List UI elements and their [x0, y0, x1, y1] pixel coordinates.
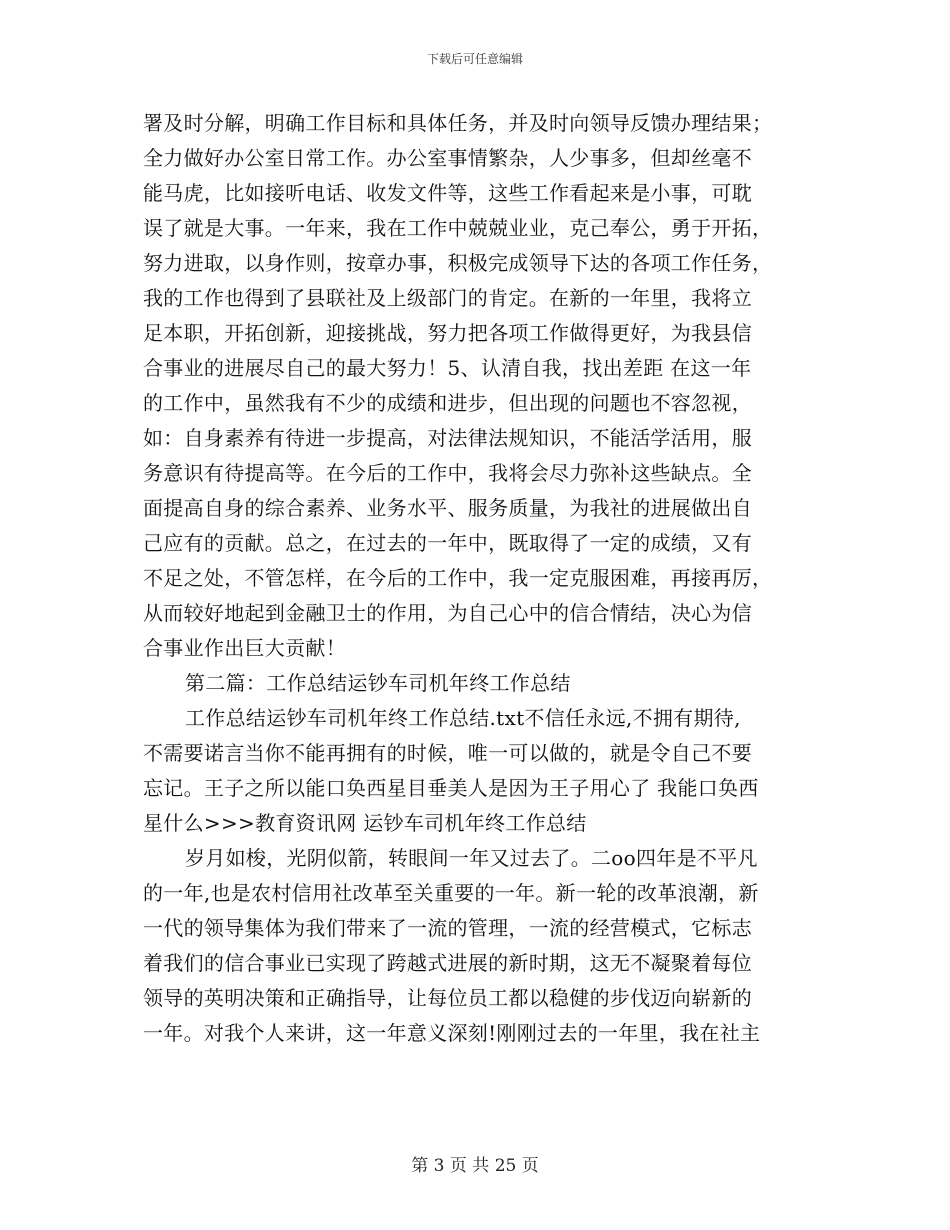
text-line: 能马虎，比如接听电话、收发文件等，这些工作看起来是小事，可耽	[143, 181, 752, 205]
text-line: 岁月如梭，光阴似箭，转眼间一年又过去了。二oo四年是不平凡	[185, 846, 758, 870]
text-line: 第二篇：工作总结运钞车司机年终工作总结	[185, 671, 571, 695]
text-line: 务意识有待提高等。在今后的工作中，我将会尽力弥补这些缺点。全	[143, 461, 752, 485]
text-line: 工作总结运钞车司机年终工作总结.txt不信任永远,不拥有期待,	[185, 706, 741, 730]
text-line: 一代的领导集体为我们带来了一流的管理，一流的经营模式，它标志	[143, 916, 752, 940]
text-line: 的一年,也是农村信用社改革至关重要的一年。新一轮的改革浪潮，新	[143, 881, 759, 905]
text-line: 星什么>>>教育资讯网 运钞车司机年终工作总结	[143, 811, 587, 835]
page-footer: 第 3 页 共 25 页	[411, 1156, 539, 1176]
text-line: 一年。对我个人来讲，这一年意义深刻!刚刚过去的一年里，我在社主	[143, 1021, 761, 1045]
text-line: 不足之处，不管怎样，在今后的工作中，我一定克服困难，再接再厉，	[143, 566, 773, 590]
document-body	[143, 106, 808, 1051]
text-line: 面提高自身的综合素养、业务水平、服务质量，为我社的进展做出自	[143, 496, 752, 520]
page-header: 下载后可任意编辑	[426, 52, 523, 66]
text-line: 不需要诺言当你不能再拥有的时候，唯一可以做的，就是令自己不要	[143, 741, 752, 765]
text-line: 足本职，开拓创新，迎接挑战，努力把各项工作做得更好，为我县信	[143, 321, 752, 345]
text-line: 全力做好办公室日常工作。办公室事情繁杂，人少事多，但却丝毫不	[143, 146, 752, 170]
text-line: 署及时分解，明确工作目标和具体任务，并及时向领导反馈办理结果；	[143, 111, 773, 135]
text-line: 从而较好地起到金融卫士的作用，为自己心中的信合情结，决心为信	[143, 601, 752, 625]
text-line: 合事业的进展尽自己的最大努力！5、认清自我，找出差距 在这一年	[143, 356, 752, 380]
text-line: 的工作中，虽然我有不少的成绩和进步，但出现的问题也不容忽视，	[143, 391, 752, 415]
text-line: 我的工作也得到了县联社及上级部门的肯定。在新的一年里，我将立	[143, 286, 752, 310]
text-line: 努力进取，以身作则，按章办事，积极完成领导下达的各项工作任务，	[143, 251, 773, 275]
text-line: 己应有的贡献。总之，在过去的一年中，既取得了一定的成绩，又有	[143, 531, 752, 555]
text-line: 忘记。王子之所以能口奂西星目垂美人是因为王子用心了 我能口奂西	[143, 776, 759, 800]
text-line: 领导的英明决策和正确指导，让每位员工都以稳健的步伐迈向崭新的	[143, 986, 752, 1010]
text-line: 着我们的信合事业已实现了跨越式进展的新时期，这无不凝聚着每位	[143, 951, 752, 975]
text-line: 合事业作出巨大贡献！	[143, 636, 346, 660]
text-line: 误了就是大事。一年来，我在工作中兢兢业业，克己奉公，勇于开拓，	[143, 216, 773, 240]
text-line: 如：自身素养有待进一步提高，对法律法规知识，不能活学活用，服	[143, 426, 752, 450]
